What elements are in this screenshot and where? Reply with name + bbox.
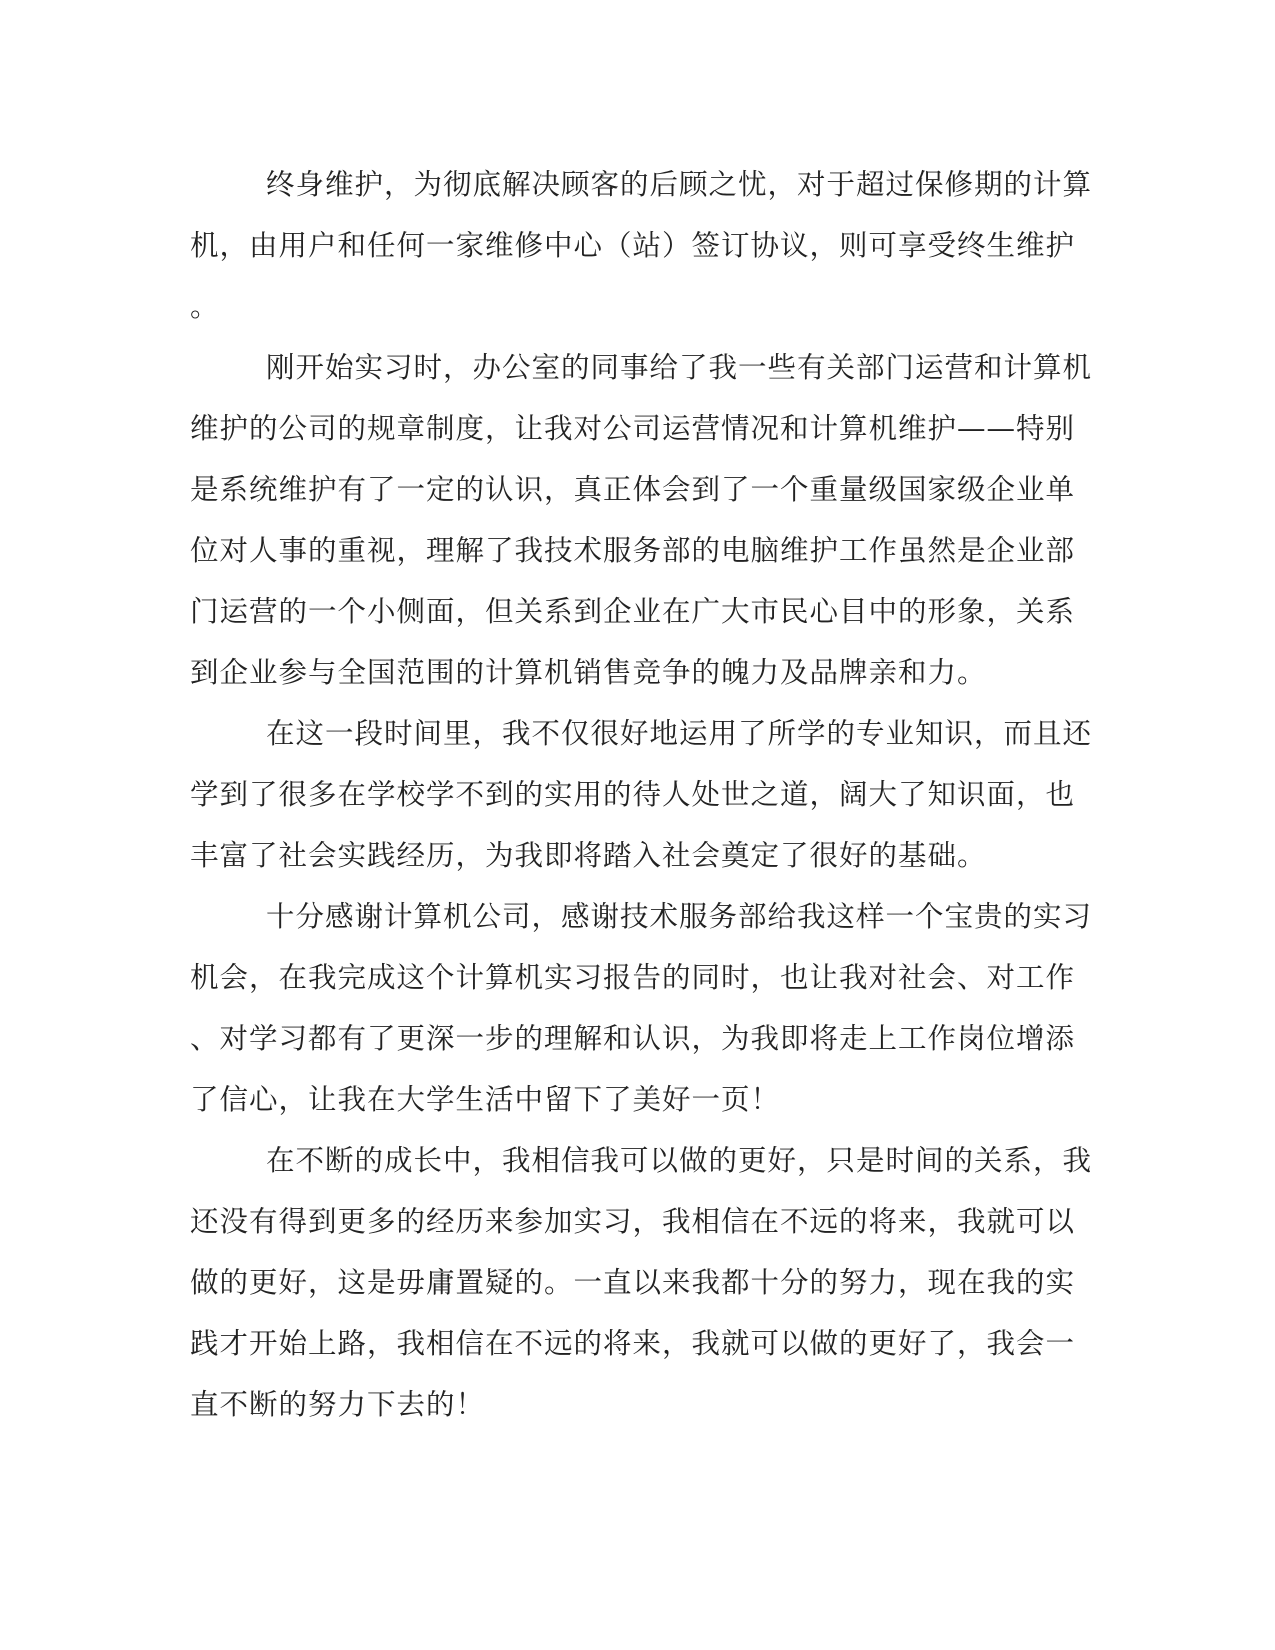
paragraph-line: 维护的公司的规章制度，让我对公司运营情况和计算机维护——特别 [190,412,1076,445]
paragraph-line: 门运营的一个小侧面，但关系到企业在广大市民心目中的形象，关系 [190,595,1076,628]
paragraph-line: 了信心，让我在大学生活中留下了美好一页！ [190,1083,781,1116]
paragraph-line: 刚开始实习时，办公室的同事给了我一些有关部门运营和计算机 [266,351,1093,384]
paragraph-line: 十分感谢计算机公司，感谢技术服务部给我这样一个宝贵的实习 [266,900,1093,933]
paragraph-line: 直不断的努力下去的！ [190,1388,486,1421]
paragraph-line: 在这一段时间里，我不仅很好地运用了所学的专业知识，而且还 [266,717,1093,750]
paragraph-line: 机会，在我完成这个计算机实习报告的同时，也让我对社会、对工作 [190,961,1076,994]
paragraph-line: 是系统维护有了一定的认识，真正体会到了一个重量级国家级企业单 [190,473,1076,506]
paragraph-line: 机，由用户和任何一家维修中心（站）签订协议，则可享受终生维护 [190,229,1076,262]
document-body [190,154,1093,1435]
paragraph-line: 做的更好，这是毋庸置疑的。一直以来我都十分的努力，现在我的实 [190,1266,1076,1299]
paragraph-line: 终身维护，为彻底解决顾客的后顾之忧，对于超过保修期的计算 [266,168,1093,201]
paragraph-line: 、对学习都有了更深一步的理解和认识，为我即将走上工作岗位增添 [190,1022,1076,1055]
paragraph-line: 在不断的成长中，我相信我可以做的更好，只是时间的关系，我 [266,1144,1093,1177]
paragraph-line: 。 [190,290,220,323]
paragraph-5 [190,1130,1093,1435]
paragraph-4 [190,886,1093,1130]
paragraph-2 [190,337,1093,703]
paragraph-line: 还没有得到更多的经历来参加实习，我相信在不远的将来，我就可以 [190,1205,1076,1238]
paragraph-line: 位对人事的重视，理解了我技术服务部的电脑维护工作虽然是企业部 [190,534,1076,567]
paragraph-3 [190,703,1093,886]
paragraph-line: 丰富了社会实践经历，为我即将踏入社会奠定了很好的基础。 [190,839,987,872]
paragraph-line: 学到了很多在学校学不到的实用的待人处世之道，阔大了知识面，也 [190,778,1076,811]
paragraph-line: 践才开始上路，我相信在不远的将来，我就可以做的更好了，我会一 [190,1327,1076,1360]
paragraph-line: 到企业参与全国范围的计算机销售竞争的魄力及品牌亲和力。 [190,656,987,689]
paragraph-1 [190,154,1093,337]
